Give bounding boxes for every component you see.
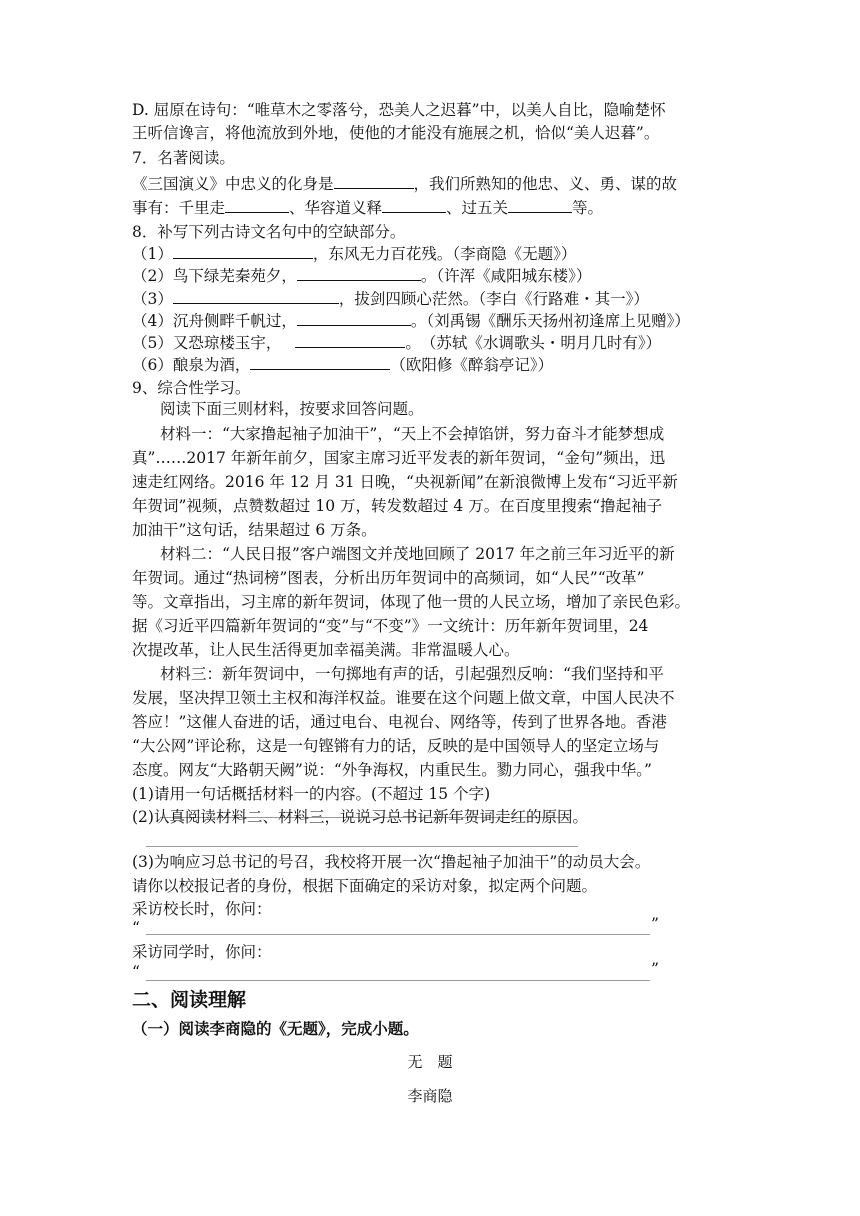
interview-classmate-prompt: 采访同学时，你问： [132,943,272,961]
answer-blank[interactable] [382,198,446,213]
material-2-line: 年贺词。通过“热词榜”图表，分析出历年贺词中的高频词，如“人民”“改革” [132,569,645,587]
q7-line-1 [132,173,677,195]
q7-text: ，我们所熟知的他忠、义、勇、谋的故 [413,175,678,193]
item-text: 又恐琼楼玉宇， [172,334,282,352]
q7-line-2 [132,197,603,219]
answer-blank[interactable] [334,174,414,189]
material-2-line: 据《习近平四篇新年贺词的“变”与“不变”》一文统计：历年新年贺词里，24 [132,617,649,635]
answer-blank[interactable] [297,266,421,281]
item-text: 。（许浑《咸阳城东楼》） [420,267,592,285]
q7-title: 7．名著阅读。 [132,149,235,167]
material-1-line: 年贺词”视频，点赞数超过 10 万，转发数超过 4 万。在百度里搜索“撸起袖子 [132,497,663,515]
material-2-line: 等。文章指出，习主席的新年贺词，体现了他一贯的人民立场，增加了亲民色彩。 [132,593,691,611]
q8-item-2 [132,265,591,287]
q8-item-5 [132,332,661,354]
item-text: 。（刘禹锡《酬乐天扬州初逢席上见赠》） [410,312,690,330]
item-text: ，东风无力百花残。（李商隐《无题》） [312,245,577,263]
material-3-line: 答应！”这催人奋进的话，通过电台、电视台、网络等，传到了世界各地。香港 [132,713,667,731]
material-1-line: 速走红网络。2016 年 12 月 31 日晚，“央视新闻”在新浪微博上发布“习近平新 [132,473,678,491]
sub-question-1: (1)请用一句话概括材料一的内容。(不超过 15 个字) [132,785,491,803]
item-text: ，拔剑四顾心茫然。（李白《行路难・其一》） [338,290,649,308]
material-2-line: 次提改革，让人民生活得更加幸福美满。非常温暖人心。 [132,641,520,659]
item-text: 。 （苏轼《水调歌头・明月几时有》） [405,334,662,352]
material-2-line: 材料二：“人民日报”客户端图文并茂地回顾了 2017 年之前三年习近平的新 [160,545,675,563]
answer-line[interactable] [146,980,650,981]
material-1-line: 真”……2017 年新年前夕，国家主席习近平发表的新年贺词，“金句”频出，迅 [132,449,666,467]
item-text: 酿泉为酒， [172,356,251,374]
q7-text: 、过五关 [446,199,509,217]
answer-blank[interactable] [173,244,313,259]
option-d-line-1: D. 屈原在诗句：“唯草木之零落兮，恐美人之迟暮”中，以美人自比，隐喻楚怀 [132,101,666,119]
answer-line[interactable] [146,846,578,847]
material-1-line: 材料一：“大家撸起袖子加油干”，“天上不会掉馅饼，努力奋斗才能梦想成 [160,425,665,443]
item-number: （5） [132,334,173,352]
q8-item-1 [132,243,576,265]
answer-blank[interactable] [297,311,411,326]
item-number: （3） [132,290,173,308]
open-quote: “ [132,963,140,981]
answer-blank[interactable] [173,289,339,304]
answer-blank[interactable] [250,355,390,370]
material-3-line: “大公网”评论称，这是一句铿锵有力的话，反映的是中国领导人的坚定立场与 [132,737,660,755]
material-3-line: 发展，坚决捍卫领土主权和海洋权益。谁要在这个问题上做文章，中国人民决不 [132,689,675,707]
close-quote: ” [651,915,659,933]
q7-text: 等。 [572,199,604,217]
material-3-line: 态度。网友“大路朝天阙”说：“外争海权，内重民生。勠力同心，强我中华。” [132,761,652,779]
item-number: （1） [132,245,173,263]
material-1-line: 加油干”这句话，结果超过 6 万条。 [132,521,377,539]
subsection-heading: （一）阅读李商隐的《无题》，完成小题。 [132,1020,419,1038]
open-quote: “ [132,919,140,937]
q7-text: 事有：千里走 [132,199,226,217]
sub-question-3-line-1: (3)为响应习总书记的号召，我校将开展一次“撸起袖子加油干”的动员大会。 [132,853,651,871]
poem-author: 李商隐 [407,1087,453,1105]
sub-question-2: (2)认真阅读材料二、材料三，说说习总书记新年贺词走红的原因。 [132,808,588,826]
q9-title: 9、综合性学习。 [132,379,251,397]
q8-title: 8．补写下列古诗文名句中的空缺部分。 [132,223,406,241]
material-3-line: 材料三：新年贺词中，一句掷地有声的话，引起强烈反响：“我们坚持和平 [160,665,664,683]
q7-text: 《三国演义》中忠义的化身是 [132,175,334,193]
q8-item-4 [132,310,690,332]
item-number: （2） [132,267,173,285]
poem-title: 无 题 [407,1053,453,1071]
item-number: （4） [132,312,173,330]
q8-item-3 [132,288,649,310]
section-heading: 二、阅读理解 [132,989,247,1011]
option-d-line-2: 王听信谗言，将他流放到外地，使他的才能没有施展之机，恰似“美人迟暮”。 [132,124,660,142]
item-text: 鸟下绿芜秦苑夕， [172,267,297,285]
interview-principal-prompt: 采访校长时，你问： [132,900,272,918]
item-text: （欧阳修《醉翁亭记》） [390,356,554,374]
sub-question-3-line-2: 请你以校报记者的身份，根据下面确定的采访对象，拟定两个问题。 [132,877,598,895]
q8-item-6 [132,354,553,376]
q9-intro: 阅读下面三则材料，按要求回答问题。 [160,400,424,418]
item-number: （6） [132,356,173,374]
close-quote: ” [651,960,659,978]
answer-blank[interactable] [508,198,572,213]
answer-blank[interactable] [295,333,405,348]
answer-blank[interactable] [225,198,289,213]
q7-text: 、华容道义释 [289,199,383,217]
answer-line[interactable] [146,934,650,935]
item-text: 沉舟侧畔千帆过， [172,312,297,330]
